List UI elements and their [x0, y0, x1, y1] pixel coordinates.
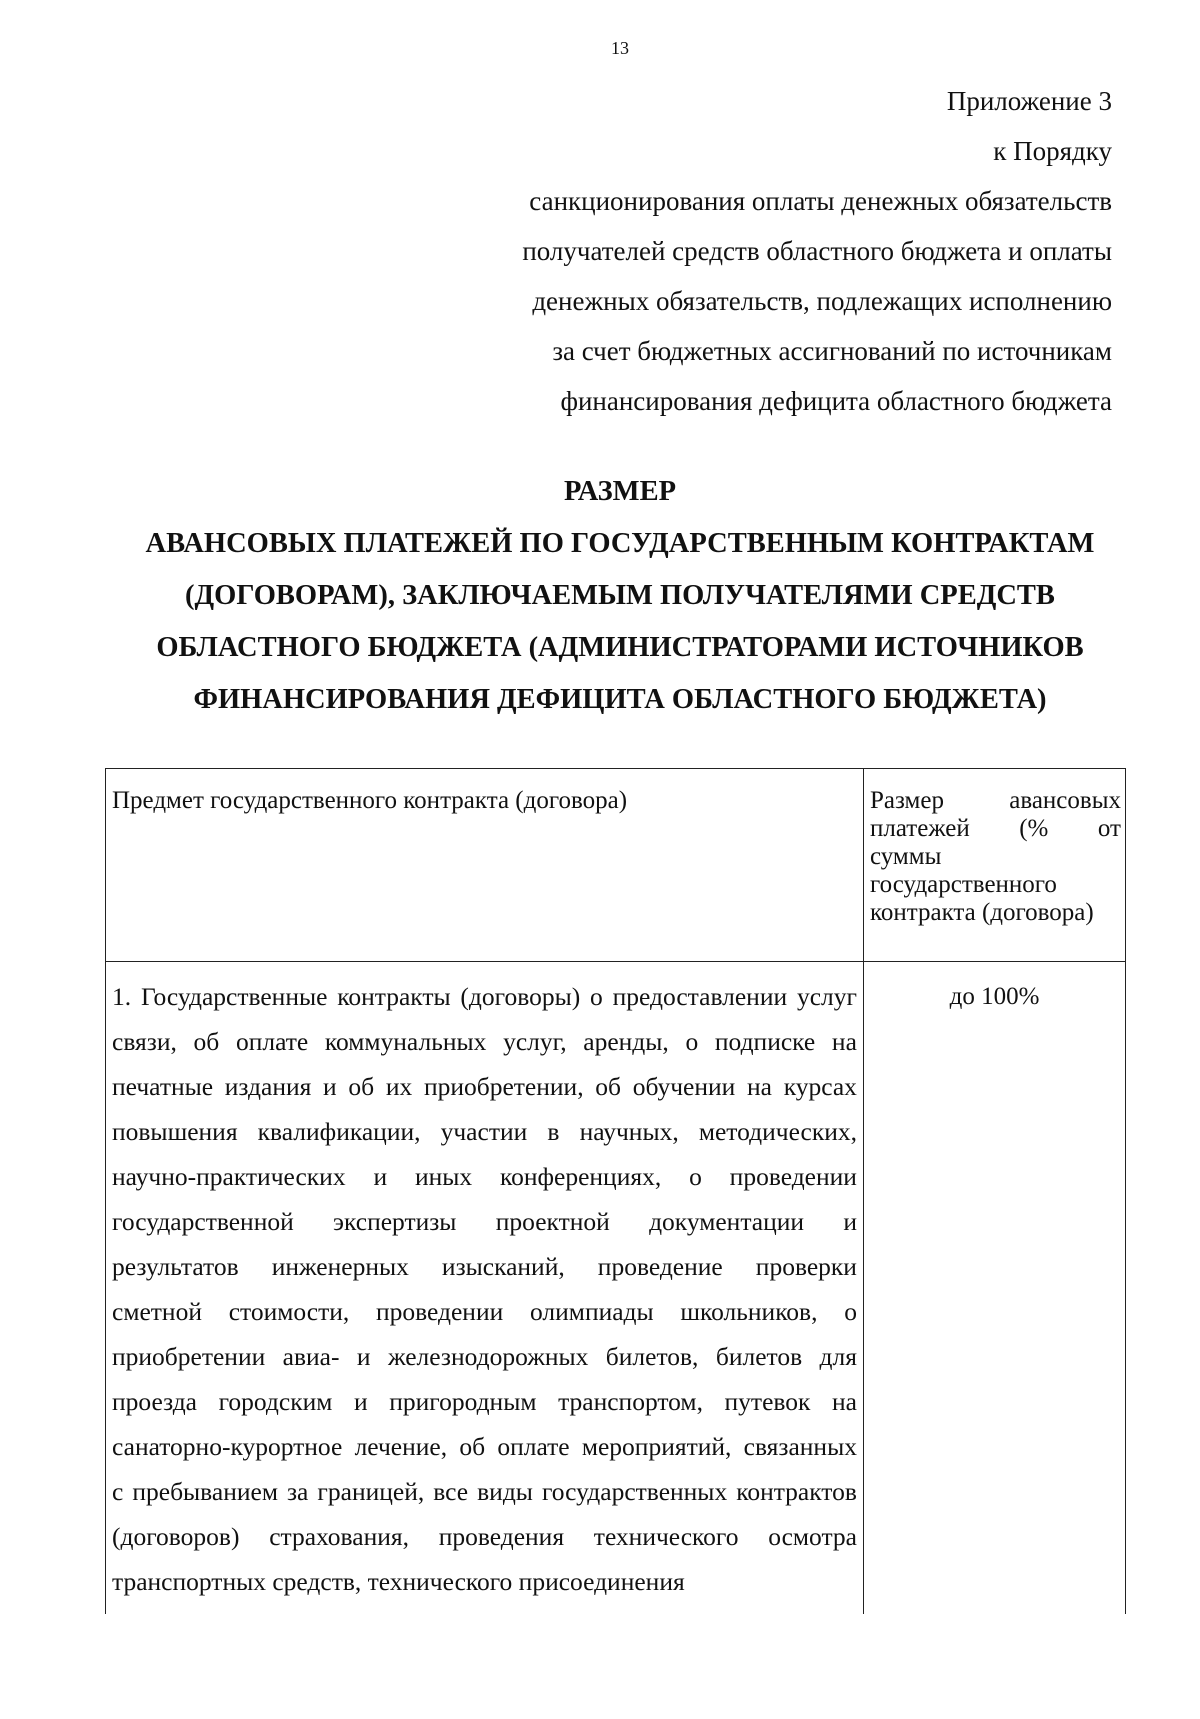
row-subject-line [112, 1064, 857, 1109]
word: Государственные [140, 982, 328, 1011]
appendix-line: денежных обязательств, подлежащих исполнению [532, 286, 1112, 316]
word: связанных [743, 1432, 857, 1461]
word: проведении [729, 1162, 857, 1191]
title-line: ФИНАНСИРОВАНИЯ ДЕФИЦИТА ОБЛАСТНОГО БЮДЖЕТА) [193, 684, 1047, 715]
word: печатные [112, 1072, 214, 1101]
word: обучении [632, 1072, 736, 1101]
word: проведение [597, 1252, 723, 1281]
appendix-reference [412, 76, 1112, 426]
word: подписке [714, 1027, 816, 1056]
title-line: РАЗМЕР [564, 476, 676, 507]
title-line: ОБЛАСТНОГО БЮДЖЕТА (АДМИНИСТРАТОРАМИ ИСТОЧНИКОВ [156, 632, 1084, 663]
word: приобретении, [423, 1072, 584, 1101]
word: государственной [112, 1207, 294, 1236]
word: санаторно-курортное [112, 1432, 343, 1461]
appendix-line: получателей средств областного бюджета и оплаты [522, 236, 1112, 266]
title-line: АВАНСОВЫХ ПЛАТЕЖЕЙ ПО ГОСУДАРСТВЕННЫМ КОНТРАКТАМ [145, 528, 1095, 559]
advance-payments-table-wrap [105, 768, 1130, 1599]
word: иных [414, 1162, 473, 1191]
row-subject-line [112, 1334, 857, 1379]
word: квалификации, [257, 1117, 421, 1146]
word: их [385, 1072, 413, 1101]
row-subject-line [112, 1154, 857, 1199]
table-header-row [106, 769, 1126, 962]
text-line [112, 974, 857, 1019]
row-subject-line [112, 974, 857, 1019]
table-row [106, 962, 1126, 1615]
text-line [112, 1514, 857, 1559]
appendix-line: Приложение 3 [946, 86, 1112, 116]
header-advance-line: контракта (договора) [870, 899, 1094, 926]
word: о [689, 1162, 702, 1191]
text-line [112, 1019, 857, 1064]
word: авансовых [1009, 787, 1121, 814]
word: школьников, [680, 1297, 818, 1326]
row-subject [106, 962, 864, 1615]
appendix-line: к Порядку [993, 136, 1112, 166]
word: о [844, 1297, 857, 1326]
word: научно-практических [112, 1162, 346, 1191]
row-subject-line [112, 1469, 857, 1514]
header-advance-line [870, 815, 1121, 843]
page-number: 13 [611, 38, 629, 58]
word: документации [649, 1207, 805, 1236]
word: технического [593, 1522, 739, 1551]
word: контрактов [736, 1477, 857, 1506]
word: аренды, [583, 1027, 669, 1056]
word: проезда [112, 1387, 197, 1416]
word: проектной [495, 1207, 610, 1236]
word: билетов, [605, 1342, 699, 1371]
word: услуг, [503, 1027, 567, 1056]
row-advance-size: до 100% [864, 962, 1126, 1615]
word: с [112, 1477, 124, 1506]
header-advance-line-1 [870, 787, 1121, 815]
word: изысканий, [441, 1252, 565, 1281]
word: в [547, 1117, 560, 1146]
text-line [112, 1109, 857, 1154]
word: государственных [541, 1477, 728, 1506]
word: от [1097, 815, 1121, 842]
text-line [112, 1424, 857, 1469]
word: повышения [112, 1117, 238, 1146]
word: конференциях, [500, 1162, 662, 1191]
text-line [112, 1244, 857, 1289]
word: лечение, [354, 1432, 448, 1461]
word: для [819, 1342, 857, 1371]
word: связи, [112, 1027, 177, 1056]
word: и [353, 1387, 368, 1416]
word: научных, [579, 1117, 679, 1146]
text-line [112, 1289, 857, 1334]
word: предоставлении [612, 982, 788, 1011]
word: участии [440, 1117, 528, 1146]
row-subject-line [112, 1019, 857, 1064]
word: услуг [796, 982, 857, 1011]
word: на [831, 1387, 857, 1416]
word: (договоров) [112, 1522, 240, 1551]
text-line [112, 1199, 857, 1244]
header-advance-line: суммы [870, 843, 942, 870]
word: за [286, 1477, 309, 1506]
title-line: (ДОГОВОРАМ), ЗАКЛЮЧАЕМЫМ ПОЛУЧАТЕЛЯМИ СРЕДСТВ [185, 580, 1055, 611]
word: Размер [870, 787, 944, 814]
word: методических, [698, 1117, 857, 1146]
word: виды [477, 1477, 533, 1506]
word: осмотра [768, 1522, 857, 1551]
row-subject-line [112, 1514, 857, 1559]
text-line [112, 1154, 857, 1199]
word: железнодорожных [387, 1342, 589, 1371]
word: городским [218, 1387, 333, 1416]
row-subject-line [112, 1289, 857, 1334]
header-advance-line [870, 787, 1121, 815]
row-subject-line [112, 1109, 857, 1154]
word: олимпиады [530, 1297, 654, 1326]
word: приобретении [112, 1342, 266, 1371]
row-subject-line [112, 1559, 857, 1604]
text-line [112, 1469, 857, 1514]
word: (% [1019, 815, 1049, 842]
word: билетов [715, 1342, 803, 1371]
word: стоимости, [228, 1297, 350, 1326]
text-line [112, 1379, 857, 1424]
header-advance-size [864, 769, 1126, 962]
word: о [590, 982, 603, 1011]
word: проведении [376, 1297, 504, 1326]
row-subject-line [112, 1244, 857, 1289]
word: оплате [235, 1027, 309, 1056]
appendix-line: финансирования дефицита областного бюджета [560, 386, 1112, 416]
word: издания [224, 1072, 312, 1101]
word: контракты [337, 982, 451, 1011]
word: мероприятий, [581, 1432, 732, 1461]
word: курсах [783, 1072, 857, 1101]
word: пригородным [389, 1387, 537, 1416]
text-line [112, 1334, 857, 1379]
word: экспертизы [333, 1207, 457, 1236]
row-subject-line [112, 1199, 857, 1244]
word: пребыванием [132, 1477, 278, 1506]
word: инженерных [271, 1252, 409, 1281]
word: об [348, 1072, 375, 1101]
word: границей, [317, 1477, 425, 1506]
word: оплате [497, 1432, 570, 1461]
word: результатов [112, 1252, 239, 1281]
word: 1. [112, 982, 132, 1011]
row-subject-line [112, 1424, 857, 1469]
word: платежей [870, 815, 970, 842]
appendix-line: санкционирования оплаты денежных обязательств [529, 186, 1112, 216]
word: все [433, 1477, 469, 1506]
word: и [356, 1342, 371, 1371]
word: на [831, 1027, 857, 1056]
word: об [193, 1027, 220, 1056]
word: (договоры) [460, 982, 581, 1011]
word: и [373, 1162, 388, 1191]
word: и [843, 1207, 857, 1236]
word: проведения [438, 1522, 565, 1551]
word: проверки [755, 1252, 857, 1281]
header-subject: Предмет государственного контракта (договора) [106, 769, 864, 962]
text-line [112, 1064, 857, 1109]
word: и [323, 1072, 337, 1101]
appendix-line: за счет бюджетных ассигнований по источникам [552, 336, 1112, 366]
row-subject-line [112, 1379, 857, 1424]
word: об [595, 1072, 622, 1101]
document-title [100, 466, 1140, 726]
header-advance-line: государственного [870, 871, 1057, 898]
word: об [459, 1432, 486, 1461]
word: коммунальных [324, 1027, 487, 1056]
advance-payments-table [105, 768, 1126, 1614]
word: страхования, [269, 1522, 409, 1551]
word: авиа- [282, 1342, 340, 1371]
text-line: транспортных средств, технического присоединения [112, 1567, 685, 1596]
word: о [685, 1027, 699, 1056]
word: транспортом, [558, 1387, 703, 1416]
word: на [747, 1072, 772, 1101]
word: сметной [112, 1297, 202, 1326]
word: путевок [724, 1387, 811, 1416]
